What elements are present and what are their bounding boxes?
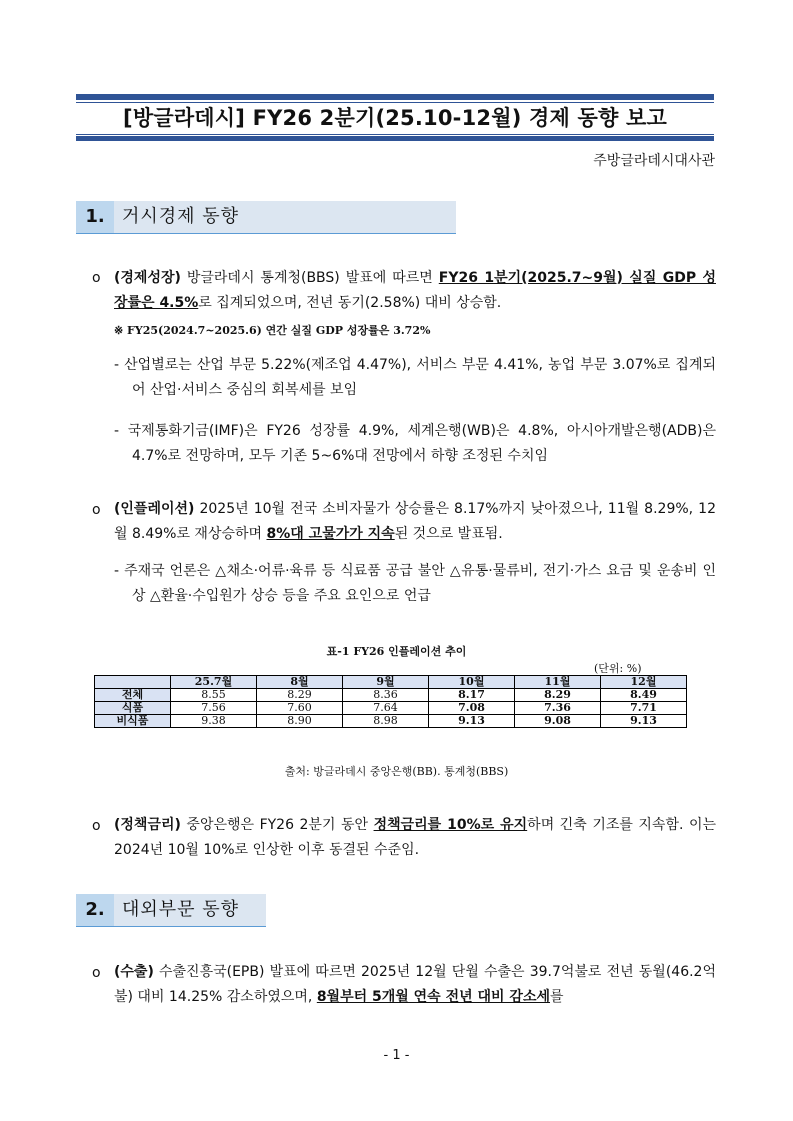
table-cell: 9.13 xyxy=(601,715,687,728)
table-cell: 8.90 xyxy=(257,715,343,728)
table-caption: 표-1 FY26 인플레이션 추이 xyxy=(326,645,467,658)
policy-text-1: 중앙은행은 FY26 2분기 동안 xyxy=(180,817,374,833)
table-cell: 8.29 xyxy=(257,689,343,702)
policy-bullet: o xyxy=(92,818,101,834)
page-number: - 1 - xyxy=(383,1048,410,1063)
table-source: 출처: 방글라데시 중앙은행(BB). 통계청(BBS) xyxy=(284,765,509,778)
policy-text-2: 하며 긴축 기조를 지속함. 이는 2024년 10월 10%로 인상한 이후 동결된 수준임. xyxy=(114,817,716,858)
section-1-number: 1. xyxy=(76,201,114,233)
table-header-cell: 10월 xyxy=(429,676,515,689)
growth-note: ※ FY25(2024.7~2025.6) 연간 실질 GDP 성장률은 3.72% xyxy=(114,324,431,337)
table-header-cell: 8월 xyxy=(257,676,343,689)
growth-sub-2: - 국제통화기금(IMF)은 FY26 성장률 4.9%, 세계은행(WB)은 4.8%, 아시아개발은행(ADB)은 4.7%로 전망하며, 모두 기존 5~6%대 전망에서 하향 조정된 수치임 xyxy=(114,423,716,464)
growth-text-1: 방글라데시 통계청(BBS) 발표에 따르면 xyxy=(180,270,439,286)
table-cell: 7.60 xyxy=(257,702,343,715)
table-row-header: 식품 xyxy=(95,702,171,715)
table-cell: 9.13 xyxy=(429,715,515,728)
table-header-cell: 9월 xyxy=(343,676,429,689)
growth-paragraph xyxy=(114,266,716,316)
table-row xyxy=(95,702,687,715)
exports-highlight: 8월부터 5개월 연속 전년 대비 감소세 xyxy=(316,989,551,1005)
section-1-header xyxy=(76,201,456,233)
section-2-header xyxy=(76,894,266,926)
title-bottom-bar xyxy=(76,136,714,141)
table-header-cell: 12월 xyxy=(601,676,687,689)
table-cell: 8.55 xyxy=(171,689,257,702)
growth-highlight: FY26 1분기(2025.7~9월) 실질 GDP 성장률은 4.5% xyxy=(114,270,716,311)
exports-text-2: 를 xyxy=(550,989,564,1005)
table-header-row xyxy=(95,676,687,689)
inflation-text-2: 된 것으로 발표됨. xyxy=(394,526,503,542)
embassy-name: 주방글라데시대사관 xyxy=(593,153,715,169)
table-row-header: 전체 xyxy=(95,689,171,702)
inflation-highlight: 8%대 고물가가 지속 xyxy=(266,526,395,542)
growth-label: (경제성장) xyxy=(114,270,181,286)
table-cell: 8.17 xyxy=(429,689,515,702)
inflation-paragraph xyxy=(114,497,716,547)
table-cell: 7.36 xyxy=(515,702,601,715)
table-cell: 7.08 xyxy=(429,702,515,715)
inflation-label: (인플레이션) xyxy=(114,501,195,517)
title-top-bar xyxy=(76,94,714,100)
exports-text-1: 수출진흥국(EPB) 발표에 따르면 2025년 12월 단월 수출은 39.7억불로 전년 동월(46.2억불) 대비 14.25% 감소하였으며, xyxy=(114,964,716,1005)
inflation-text-1: 2025년 10월 전국 소비자물가 상승률은 8.17%까지 낮아졌으나, 11월 8.29%, 12월 8.49%로 재상승하며 xyxy=(114,501,716,542)
table-cell: 8.49 xyxy=(601,689,687,702)
table-row-header: 비식품 xyxy=(95,715,171,728)
growth-text-2: 로 집계되었으며, 전년 동기(2.58%) 대비 상승함. xyxy=(198,295,502,311)
exports-bullet: o xyxy=(92,965,101,981)
table-cell: 9.38 xyxy=(171,715,257,728)
table-cell: 7.64 xyxy=(343,702,429,715)
inflation-table-wrap xyxy=(94,675,687,728)
section-2-underline xyxy=(76,926,266,927)
section-2-number: 2. xyxy=(76,894,114,926)
section-1-title: 거시경제 동향 xyxy=(122,206,240,227)
exports-paragraph xyxy=(114,960,716,1010)
table-header-cell: 11월 xyxy=(515,676,601,689)
table-unit: (단위: %) xyxy=(594,662,642,675)
title-bottom-line xyxy=(76,134,714,135)
inflation-bullet: o xyxy=(92,502,101,518)
page-title: [방글라데시] FY26 2분기(25.10-12월) 경제 동향 보고 xyxy=(123,106,667,130)
growth-sub-1: - 산업별로는 산업 부문 5.22%(제조업 4.47%), 서비스 부문 4.41%, 농업 부문 3.07%로 집계되어 산업·서비스 중심의 회복세를 보임 xyxy=(114,357,716,398)
table-header-cell xyxy=(95,676,171,689)
section-2-title: 대외부문 동향 xyxy=(122,899,240,920)
policy-label: (정책금리) xyxy=(114,817,181,833)
table-header-cell: 25.7월 xyxy=(171,676,257,689)
table-cell: 8.98 xyxy=(343,715,429,728)
exports-label: (수출) xyxy=(114,964,154,980)
table-row xyxy=(95,689,687,702)
table-cell: 8.36 xyxy=(343,689,429,702)
policy-highlight: 정책금리를 10%로 유지 xyxy=(373,817,528,833)
inflation-table xyxy=(94,675,687,728)
policy-paragraph xyxy=(114,813,716,863)
table-row xyxy=(95,715,687,728)
table-cell: 9.08 xyxy=(515,715,601,728)
section-1-underline xyxy=(76,233,456,234)
table-cell: 8.29 xyxy=(515,689,601,702)
inflation-sub-1: - 주재국 언론은 △채소·어류·육류 등 식료품 공급 불안 △유통·물류비, 전기·가스 요금 및 운송비 인상 △환율·수입원가 상승 등을 주요 요인으로 언급 xyxy=(114,563,716,604)
table-cell: 7.56 xyxy=(171,702,257,715)
table-cell: 7.71 xyxy=(601,702,687,715)
growth-bullet: o xyxy=(92,270,101,286)
